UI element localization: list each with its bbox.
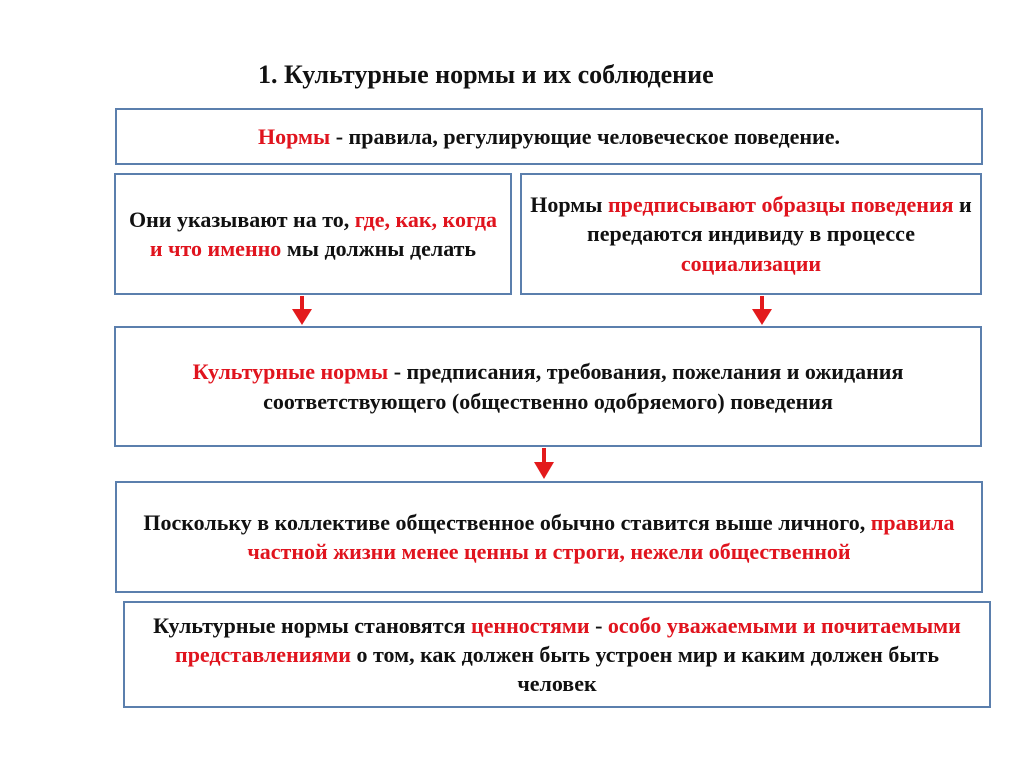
norms-term: Нормы bbox=[258, 123, 331, 149]
norms-indicate-text-1: Они указывают на то, bbox=[129, 206, 355, 232]
cultural-norms-term: Культурные нормы bbox=[192, 359, 389, 385]
norms-prescribe-box bbox=[520, 173, 982, 295]
norms-indicate-text-2: мы должны делать bbox=[281, 236, 477, 261]
arrow-down-icon bbox=[532, 448, 556, 480]
collective-highlight: правила частной жизни менее ценны и строги, нежели общественной bbox=[247, 509, 955, 564]
cultural-norms-box bbox=[114, 326, 982, 447]
collective-box bbox=[115, 481, 983, 593]
arrow-down-icon bbox=[290, 296, 314, 326]
values-text-1: Культурные нормы становятся bbox=[153, 612, 471, 638]
slide-title: 1. Культурные нормы и их соблюдение bbox=[258, 60, 714, 89]
norms-indicate-highlight: где, как, когда и что именно bbox=[149, 206, 497, 261]
collective-text: Поскольку в коллективе общественное обычно ставится выше личного, bbox=[143, 509, 871, 535]
norms-prescribe-text-2: и передаются индивиду в процессе bbox=[587, 192, 972, 247]
norms-prescribe-text-1: Нормы bbox=[530, 192, 608, 218]
norms-prescribe-highlight: предписывают образцы поведения bbox=[607, 192, 954, 218]
socialization-highlight: социализации bbox=[680, 250, 822, 276]
norms-definition-text: - правила, регулирующие человеческое поведение. bbox=[330, 123, 840, 149]
values-text-2: о том, как должен быть устроен мир и каким должен быть человек bbox=[350, 641, 939, 697]
values-box bbox=[123, 601, 991, 708]
values-term: ценностями bbox=[470, 612, 590, 638]
arrow-down-icon bbox=[750, 296, 774, 326]
values-highlight: особо уважаемыми и почитаемыми представлениями bbox=[175, 612, 961, 667]
cultural-norms-text: - предписания, требования, пожелания и ожидания соответствующего (общественно одобряемого) поведения bbox=[263, 359, 904, 414]
norms-definition-box bbox=[115, 108, 983, 165]
norms-indicate-box bbox=[114, 173, 512, 295]
values-dash: - bbox=[589, 612, 608, 638]
